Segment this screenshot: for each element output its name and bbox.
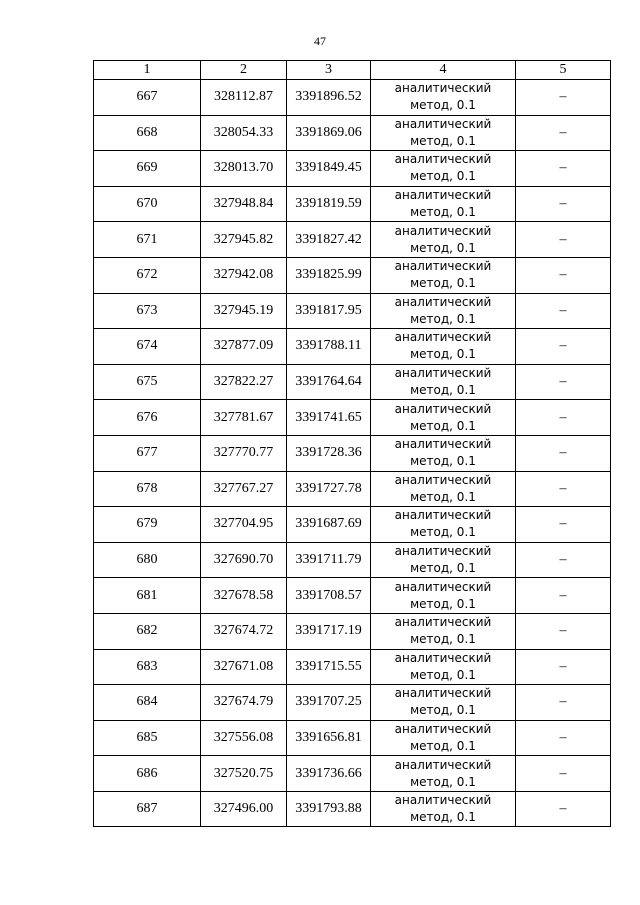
note-cell: – [516,791,611,827]
method-line-1: аналитический [394,116,492,131]
x-coordinate-cell: 327704.95 [201,507,287,543]
y-coordinate-cell: 3391741.65 [287,400,371,436]
method-line-1: аналитический [394,472,492,487]
y-coordinate-cell: 3391817.95 [287,293,371,329]
table-row [94,186,611,222]
method-cell [371,293,516,329]
x-coordinate-cell: 328054.33 [201,115,287,151]
method-cell [371,542,516,578]
y-coordinate-cell: 3391736.66 [287,756,371,792]
table-row [94,329,611,365]
x-coordinate-cell: 327945.82 [201,222,287,258]
point-number-cell: 687 [94,791,201,827]
table-row [94,222,611,258]
point-number-cell: 667 [94,80,201,116]
method-line-2: метод, 0.1 [410,561,476,576]
x-coordinate-cell: 327671.08 [201,649,287,685]
x-coordinate-cell: 327781.67 [201,400,287,436]
x-coordinate-cell: 327767.27 [201,471,287,507]
method-cell [371,80,516,116]
point-number-cell: 670 [94,186,201,222]
note-cell: – [516,364,611,400]
method-cell [371,257,516,293]
table-row [94,685,611,721]
method-line-2: метод, 0.1 [410,311,476,326]
x-coordinate-cell: 327520.75 [201,756,287,792]
point-number-cell: 681 [94,578,201,614]
method-line-1: аналитический [394,793,492,808]
point-number-cell: 680 [94,542,201,578]
point-number-cell: 677 [94,435,201,471]
column-header: 1 [94,61,201,80]
y-coordinate-cell: 3391717.19 [287,613,371,649]
note-cell: – [516,80,611,116]
x-coordinate-cell: 328013.70 [201,151,287,187]
method-line-2: метод, 0.1 [410,667,476,682]
method-cell [371,578,516,614]
method-line-2: метод, 0.1 [410,418,476,433]
table-row [94,435,611,471]
method-line-1: аналитический [394,401,492,416]
method-line-1: аналитический [394,437,492,452]
method-cell [371,186,516,222]
y-coordinate-cell: 3391715.55 [287,649,371,685]
y-coordinate-cell: 3391793.88 [287,791,371,827]
note-cell: – [516,151,611,187]
method-line-1: аналитический [394,330,492,345]
note-cell: – [516,507,611,543]
x-coordinate-cell: 327496.00 [201,791,287,827]
method-line-1: аналитический [394,188,492,203]
method-line-1: аналитический [394,757,492,772]
point-number-cell: 674 [94,329,201,365]
point-number-cell: 685 [94,720,201,756]
coordinates-table [93,60,611,827]
y-coordinate-cell: 3391869.06 [287,115,371,151]
note-cell: – [516,329,611,365]
y-coordinate-cell: 3391764.64 [287,364,371,400]
point-number-cell: 671 [94,222,201,258]
point-number-cell: 673 [94,293,201,329]
column-header: 3 [287,61,371,80]
method-line-1: аналитический [394,544,492,559]
method-line-2: метод, 0.1 [410,276,476,291]
table-row [94,80,611,116]
x-coordinate-cell: 328112.87 [201,80,287,116]
method-cell [371,471,516,507]
method-cell [371,329,516,365]
point-number-cell: 684 [94,685,201,721]
y-coordinate-cell: 3391896.52 [287,80,371,116]
method-cell [371,222,516,258]
method-cell [371,507,516,543]
method-line-1: аналитический [394,579,492,594]
method-cell [371,115,516,151]
method-line-2: метод, 0.1 [410,383,476,398]
method-line-1: аналитический [394,650,492,665]
note-cell: – [516,222,611,258]
method-cell [371,791,516,827]
x-coordinate-cell: 327948.84 [201,186,287,222]
x-coordinate-cell: 327822.27 [201,364,287,400]
point-number-cell: 676 [94,400,201,436]
y-coordinate-cell: 3391727.78 [287,471,371,507]
y-coordinate-cell: 3391788.11 [287,329,371,365]
note-cell: – [516,186,611,222]
point-number-cell: 668 [94,115,201,151]
note-cell: – [516,685,611,721]
method-line-1: аналитический [394,81,492,96]
method-cell [371,613,516,649]
method-cell [371,435,516,471]
note-cell: – [516,720,611,756]
note-cell: – [516,115,611,151]
point-number-cell: 682 [94,613,201,649]
page-number: 47 [314,34,326,48]
table-row [94,400,611,436]
point-number-cell: 679 [94,507,201,543]
x-coordinate-cell: 327690.70 [201,542,287,578]
method-line-1: аналитический [394,223,492,238]
point-number-cell: 678 [94,471,201,507]
method-line-1: аналитический [394,366,492,381]
x-coordinate-cell: 327674.72 [201,613,287,649]
method-line-2: метод, 0.1 [410,169,476,184]
table-row [94,720,611,756]
method-line-2: метод, 0.1 [410,703,476,718]
method-line-2: метод, 0.1 [410,133,476,148]
table-row [94,578,611,614]
method-cell [371,685,516,721]
method-cell [371,720,516,756]
method-line-2: метод, 0.1 [410,596,476,611]
table-row [94,115,611,151]
note-cell: – [516,756,611,792]
method-cell [371,756,516,792]
method-line-2: метод, 0.1 [410,454,476,469]
note-cell: – [516,578,611,614]
method-line-1: аналитический [394,615,492,630]
table-row [94,471,611,507]
column-header: 5 [516,61,611,80]
note-cell: – [516,649,611,685]
x-coordinate-cell: 327770.77 [201,435,287,471]
method-line-1: аналитический [394,686,492,701]
y-coordinate-cell: 3391728.36 [287,435,371,471]
method-line-2: метод, 0.1 [410,525,476,540]
column-header: 2 [201,61,287,80]
method-line-1: аналитический [394,508,492,523]
note-cell: – [516,400,611,436]
y-coordinate-cell: 3391687.69 [287,507,371,543]
point-number-cell: 669 [94,151,201,187]
x-coordinate-cell: 327877.09 [201,329,287,365]
x-coordinate-cell: 327556.08 [201,720,287,756]
x-coordinate-cell: 327942.08 [201,257,287,293]
method-cell [371,364,516,400]
method-cell [371,151,516,187]
y-coordinate-cell: 3391708.57 [287,578,371,614]
note-cell: – [516,471,611,507]
table-row [94,151,611,187]
method-cell [371,649,516,685]
method-line-2: метод, 0.1 [410,347,476,362]
note-cell: – [516,542,611,578]
note-cell: – [516,435,611,471]
y-coordinate-cell: 3391656.81 [287,720,371,756]
method-cell [371,400,516,436]
x-coordinate-cell: 327945.19 [201,293,287,329]
method-line-2: метод, 0.1 [410,632,476,647]
method-line-1: аналитический [394,259,492,274]
note-cell: – [516,293,611,329]
table-row [94,542,611,578]
point-number-cell: 675 [94,364,201,400]
table-row [94,791,611,827]
point-number-cell: 683 [94,649,201,685]
table-row [94,613,611,649]
table-row [94,649,611,685]
y-coordinate-cell: 3391819.59 [287,186,371,222]
method-line-2: метод, 0.1 [410,240,476,255]
y-coordinate-cell: 3391825.99 [287,257,371,293]
note-cell: – [516,257,611,293]
point-number-cell: 672 [94,257,201,293]
method-line-2: метод, 0.1 [410,810,476,825]
x-coordinate-cell: 327674.79 [201,685,287,721]
column-header: 4 [371,61,516,80]
y-coordinate-cell: 3391849.45 [287,151,371,187]
table-row [94,507,611,543]
x-coordinate-cell: 327678.58 [201,578,287,614]
y-coordinate-cell: 3391711.79 [287,542,371,578]
method-line-2: метод, 0.1 [410,774,476,789]
method-line-2: метод, 0.1 [410,98,476,113]
method-line-1: аналитический [394,721,492,736]
table-row [94,756,611,792]
method-line-2: метод, 0.1 [410,738,476,753]
point-number-cell: 686 [94,756,201,792]
table-row [94,364,611,400]
y-coordinate-cell: 3391707.25 [287,685,371,721]
table-row [94,257,611,293]
table-header-row [94,61,611,80]
table-row [94,293,611,329]
note-cell: – [516,613,611,649]
method-line-1: аналитический [394,152,492,167]
method-line-1: аналитический [394,294,492,309]
method-line-2: метод, 0.1 [410,489,476,504]
method-line-2: метод, 0.1 [410,205,476,220]
y-coordinate-cell: 3391827.42 [287,222,371,258]
